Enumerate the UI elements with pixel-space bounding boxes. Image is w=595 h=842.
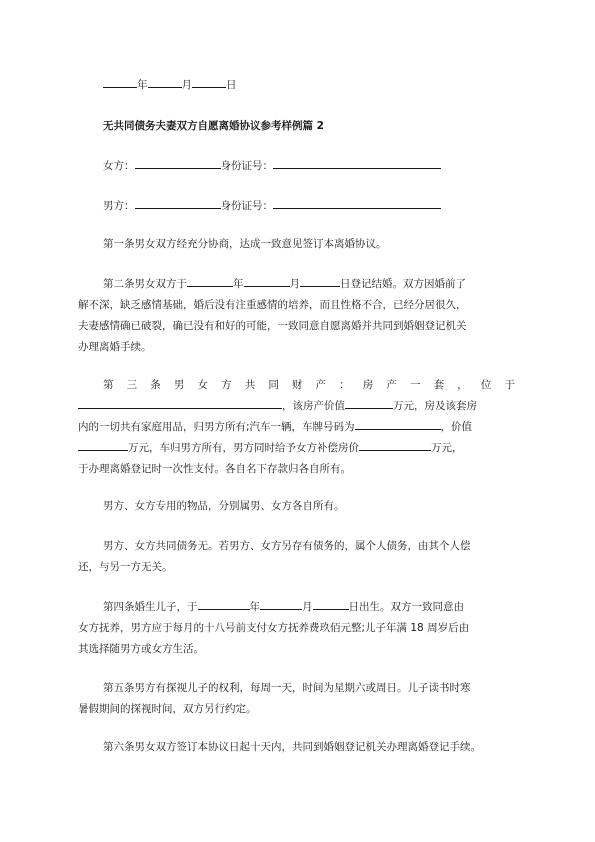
article-5-line-1: 第五条男方有探视儿子的权利，每周一天，时间为星期六或周日。儿子读书时寒 [103, 682, 471, 694]
blank-marriage-year [187, 275, 233, 287]
article-2-line-1: 第二条男女双方于 年 月 日登记结婚。双方因婚前了 [103, 273, 515, 295]
blank-man-id [273, 197, 441, 209]
article-2-line-3: 夫妻感情确已破裂，确已没有和好的可能，一致同意自愿离婚并共同到婚姻登记机关 [78, 320, 467, 332]
party-man-line: 男方： 身份证号： [103, 195, 515, 217]
article-3-line-2: ，该房产价值 万元，房及该套房 [78, 395, 515, 417]
blank-birth-month [260, 598, 302, 610]
article-4-line-2: 女方抚养，男方应于每月的十八号前支付女方抚养费玖佰元整;儿子年满 18 周岁后由 [78, 622, 470, 634]
article-6: 第六条男女双方签订本协议日起十天内，共同到婚姻登记机关办理离婚登记手续。 [103, 741, 481, 753]
article-1: 第一条男女双方经充分协商，达成一致意见签订本离婚协议。 [103, 238, 387, 250]
blank-woman-id [273, 157, 441, 169]
blank-compensation [359, 439, 431, 451]
article-debt-line-1: 男方、女方共同债务无。若男方、女方另存有债务的，属个人债务，由其个人偿 [103, 540, 471, 552]
blank-woman-name [135, 157, 221, 169]
blank-marriage-month [244, 275, 290, 287]
article-4-line-3: 其选择随男方或女方生活。 [78, 643, 204, 655]
article-5-line-2: 暑假期间的探视时间，双方另行约定。 [78, 703, 257, 715]
article-2-line-4: 办理离婚手续。 [78, 341, 152, 353]
blank-man-name [135, 197, 221, 209]
article-3-line-1: 第 三 条 男 女 方 共 同 财 产 ： 房 产 一 套 ， 位 于 [103, 379, 515, 391]
party-woman-line: 女方： 身份证号： [103, 155, 515, 177]
date-line: 年 月 日 [103, 74, 515, 96]
blank-plate-number [355, 418, 441, 430]
article-3-line-4: 万元，车归男方所有，男方同时给予女方补偿房价 万元， [78, 437, 515, 459]
blank-month [148, 76, 182, 88]
blank-day [192, 76, 226, 88]
blank-marriage-day [300, 275, 340, 287]
article-debt-line-2: 还，与另一方无关。 [78, 561, 173, 573]
document-title: 无共同债务夫妻双方自愿离婚协议参考样例篇 2 [103, 120, 324, 132]
article-3-line-3: 内的一切共有家庭用品，归男方所有;汽车一辆，车牌号码为 ，价值 [78, 416, 515, 438]
blank-property-address [78, 397, 282, 409]
blank-birth-day [313, 598, 349, 610]
blank-year [103, 76, 137, 88]
article-4-line-1: 第四条婚生儿子，于 年 月 日出生。双方一致同意由 [103, 596, 515, 618]
blank-property-value [345, 397, 393, 409]
article-2-line-2: 解不深，缺乏感情基础，婚后没有注重感情的培养，而且性格不合，已经分居很久， [78, 299, 467, 311]
blank-birth-year [198, 598, 250, 610]
article-3-line-5: 于办理离婚登记时一次性支付。各自名下存款归各自所有。 [78, 463, 351, 475]
article-items: 男方、女方专用的物品，分别属男、女方各自所有。 [103, 500, 345, 512]
blank-car-value [78, 439, 128, 451]
